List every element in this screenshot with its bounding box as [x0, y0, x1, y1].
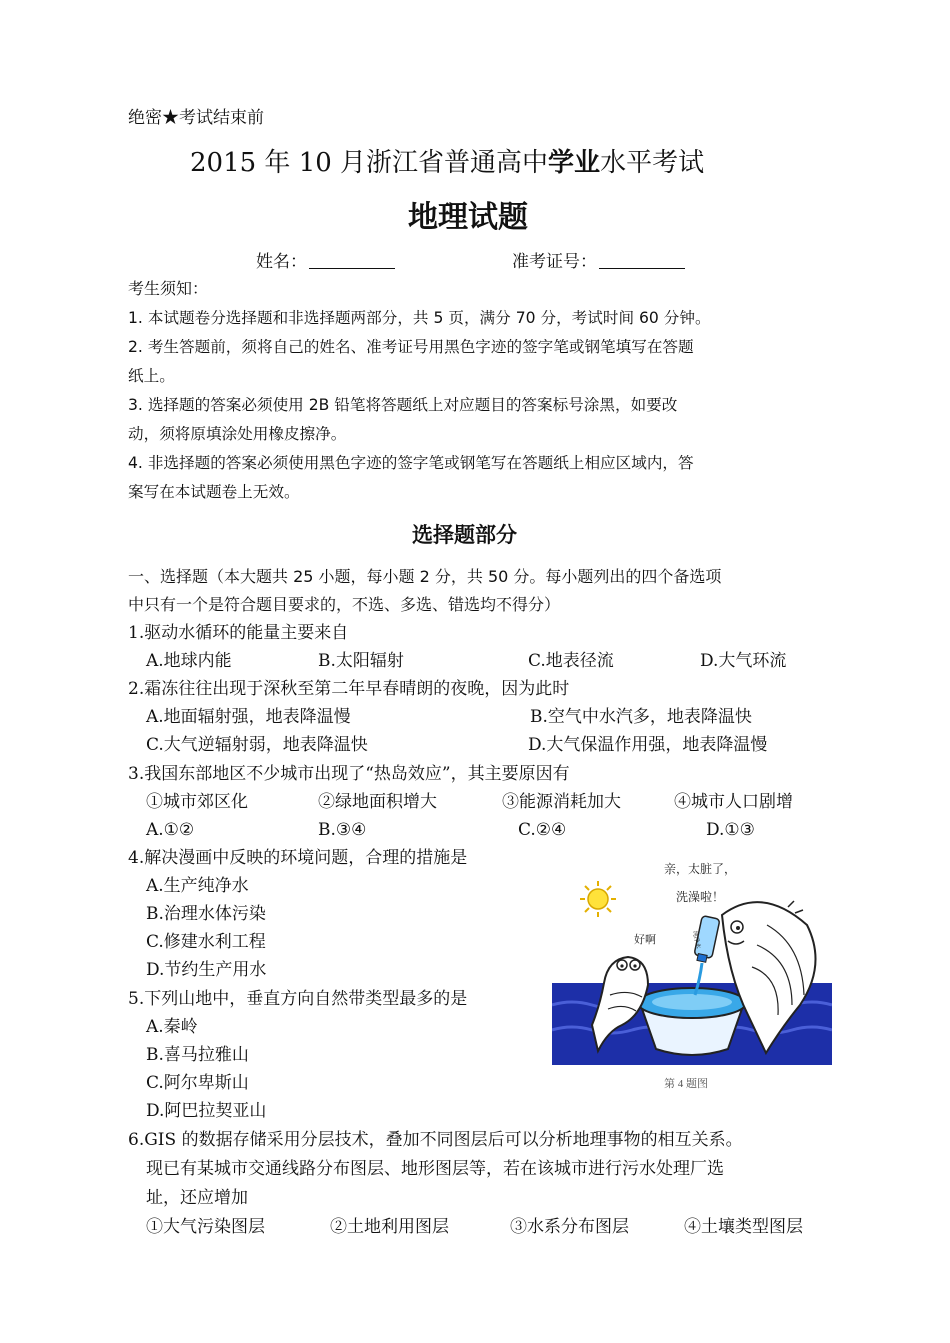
section-intro: 中只有一个是符合题目要求的，不选、多选、错选均不得分）: [128, 595, 561, 614]
notice-item: 4. 非选择题的答案必须使用黑色字迹的签字笔或钢笔写在答题纸上相应区域内，答: [128, 454, 694, 472]
question-1-stem: 1.驱动水循环的能量主要来自: [128, 623, 349, 643]
q2-option-d[interactable]: D.大气保温作用强，地表降温慢: [528, 735, 768, 755]
q3-option-b[interactable]: B.③④: [318, 820, 367, 840]
q6-item-1: ①大气污染图层: [146, 1217, 265, 1237]
q2-option-c[interactable]: C.大气逆辐射弱，地表降温快: [146, 735, 368, 755]
speech-line-2: 洗澡啦！: [676, 890, 725, 904]
speech-small: 好啊: [634, 934, 656, 946]
question-2-stem: 2.霜冻往往出现于深秋至第二年早春晴朗的夜晚，因为此时: [128, 679, 570, 699]
q3-option-d[interactable]: D.①③: [706, 820, 755, 840]
exam-title-bold: 学业: [548, 148, 601, 178]
q4-option-b[interactable]: B.治理水体污染: [146, 904, 266, 924]
exam-id-label: 准考证号：: [512, 252, 597, 272]
notice-title: 考生须知：: [128, 279, 209, 298]
notice-item: 纸上。: [128, 367, 175, 385]
q3-item-1: ①城市郊区化: [146, 792, 248, 812]
notice-item: 3. 选择题的答案必须使用 2B 铅笔将答题纸上对应题目的答案标号涂黑，如要改: [128, 396, 678, 414]
speech-line-1: 亲，太脏了，: [664, 862, 737, 876]
q5-option-c[interactable]: C.阿尔卑斯山: [146, 1073, 249, 1093]
q2-option-b[interactable]: B.空气中水汽多，地表降温快: [530, 707, 752, 727]
q4-option-c[interactable]: C.修建水利工程: [146, 932, 266, 952]
q4-option-d[interactable]: D.节约生产用水: [146, 960, 267, 980]
question-6-stem: 6.GIS 的数据存储采用分层技术，叠加不同图层后可以分析地理事物的相互关系。: [128, 1130, 743, 1150]
name-label: 姓名：: [256, 252, 307, 272]
question-5-stem: 5.下列山地中，垂直方向自然带类型最多的是: [128, 989, 468, 1009]
notice-item: 案写在本试题卷上无效。: [128, 483, 300, 501]
name-field[interactable]: [256, 248, 395, 276]
cartoon-figure: [552, 855, 832, 1095]
notice-item: 动，须将原填涂处用橡皮擦净。: [128, 425, 347, 443]
question-6-stem: 现已有某城市交通线路分布图层、地形图层等，若在该城市进行污水处理厂选: [146, 1159, 724, 1179]
exam-title-part-2: 水平考试: [600, 148, 705, 178]
q3-option-a[interactable]: A.①②: [146, 820, 195, 840]
question-3-stem: 3.我国东部地区不少城市出现了“热岛效应”，其主要原因有: [128, 764, 570, 784]
sun-icon: [580, 881, 616, 917]
q3-item-2: ②绿地面积增大: [318, 792, 437, 812]
q6-item-4: ④土壤类型图层: [684, 1217, 803, 1237]
section-intro: 一、选择题（本大题共 25 小题，每小题 2 分，共 50 分。每小题列出的四个备选项: [128, 567, 722, 586]
section-title: 选择题部分: [412, 522, 517, 547]
q3-item-4: ④城市人口剧增: [674, 792, 793, 812]
cartoon-illustration: [552, 855, 832, 1095]
q3-option-c[interactable]: C.②④: [518, 820, 567, 840]
notice-item: 2. 考生答题前，须将自己的姓名、准考证号用黑色字迹的签字笔或钢笔填写在答题: [128, 338, 694, 356]
q6-item-3: ③水系分布图层: [510, 1217, 629, 1237]
question-4-stem: 4.解决漫画中反映的环境问题，合理的措施是: [128, 848, 468, 868]
exam-title: [190, 146, 704, 180]
q3-item-3: ③能源消耗加大: [502, 792, 621, 812]
wash-basin: [638, 988, 746, 1055]
figure-caption: 第 4 题图: [664, 1078, 708, 1090]
q5-option-d[interactable]: D.阿巴拉契亚山: [146, 1101, 267, 1121]
subject-title: 地理试题: [408, 200, 528, 235]
exam-title-part-1: 2015 年 10 月浙江省普通高中: [190, 148, 549, 178]
q1-option-c[interactable]: C.地表径流: [528, 651, 614, 671]
q1-option-d[interactable]: D.大气环流: [700, 651, 787, 671]
bottle-label: 纯净水: [691, 930, 701, 950]
q2-option-a[interactable]: A.地面辐射强，地表降温慢: [146, 707, 351, 727]
q5-option-a[interactable]: A.秦岭: [146, 1017, 198, 1037]
exam-id-field[interactable]: [512, 248, 685, 276]
q4-option-a[interactable]: A.生产纯净水: [146, 876, 249, 896]
q5-option-b[interactable]: B.喜马拉雅山: [146, 1045, 249, 1065]
q6-item-2: ②土地利用图层: [330, 1217, 449, 1237]
exam-id-blank[interactable]: [599, 250, 685, 269]
q1-option-b[interactable]: B.太阳辐射: [318, 651, 404, 671]
confidential-label: 绝密★考试结束前: [128, 108, 264, 128]
name-blank[interactable]: [309, 250, 395, 269]
question-6-stem: 址，还应增加: [146, 1188, 248, 1208]
notice-item: 1. 本试题卷分选择题和非选择题两部分，共 5 页，满分 70 分，考试时间 60 分钟。: [128, 309, 711, 327]
q1-option-a[interactable]: A.地球内能: [146, 651, 232, 671]
